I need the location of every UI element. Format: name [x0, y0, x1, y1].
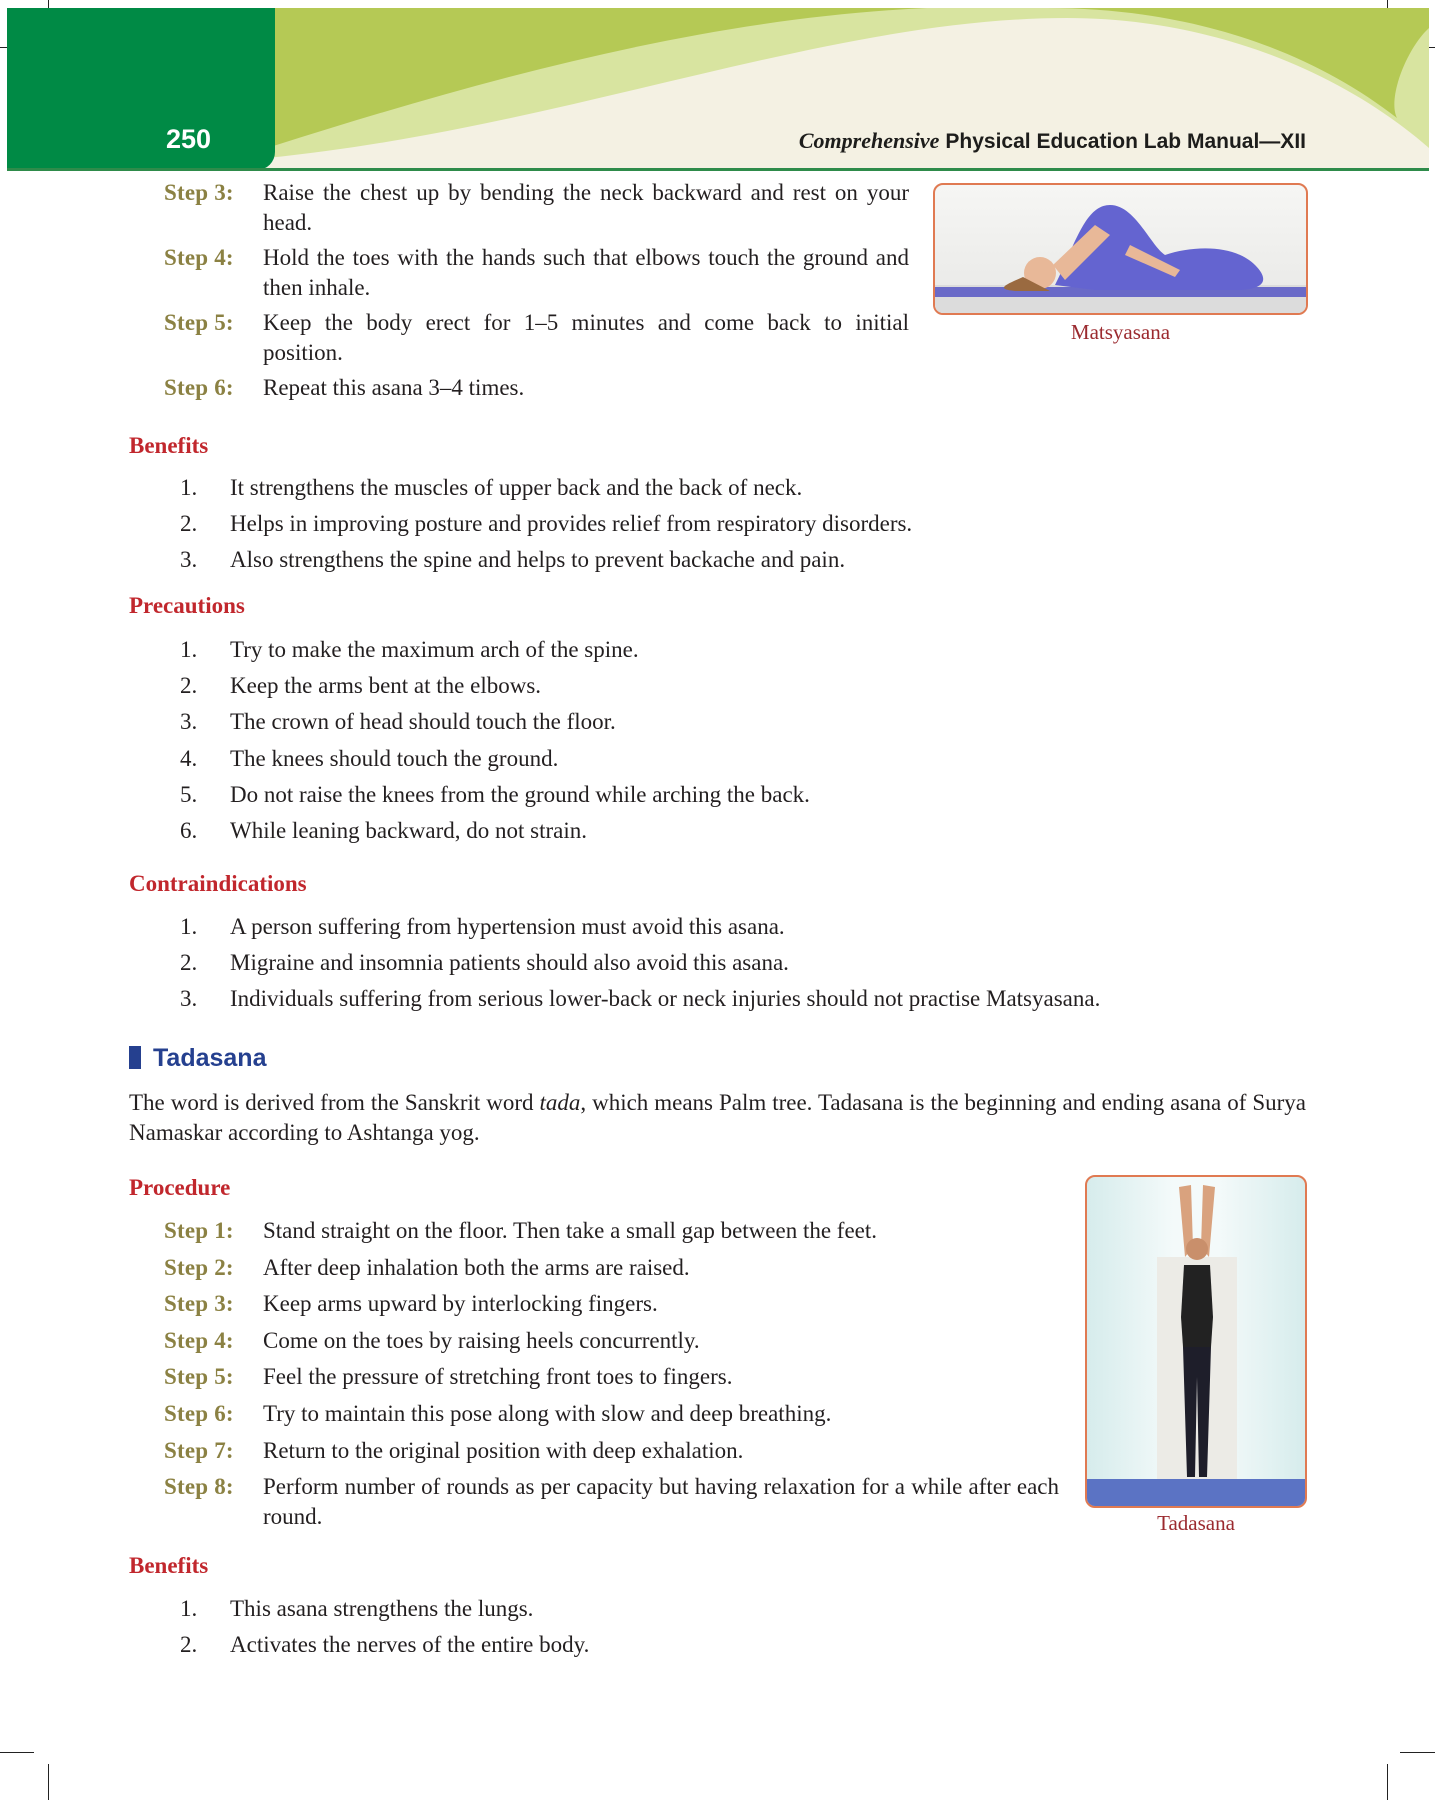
crop-mark: [1400, 1752, 1435, 1753]
step-label: Step 1:: [164, 1218, 234, 1243]
step-text: Return to the original position with deep exhalation.: [263, 1437, 744, 1463]
precautions-heading: Precautions: [129, 593, 245, 618]
list-number: 4.: [180, 745, 198, 771]
crop-mark: [48, 1764, 49, 1800]
list-item: [180, 473, 802, 503]
list-text: A person suffering from hypertension must avoid this asana.: [230, 914, 785, 939]
page-number-tab: [7, 8, 275, 170]
list-number: 5.: [180, 781, 198, 807]
section-heading-text: Tadasana: [153, 1044, 267, 1072]
list-item: [180, 1630, 589, 1660]
list-text: The knees should touch the ground.: [230, 745, 559, 771]
heading-bar-marker: [129, 1046, 141, 1069]
step-label: Step 7:: [164, 1437, 234, 1463]
matsyasana-figure: [933, 183, 1308, 315]
list-number: 3.: [180, 547, 198, 572]
benefits-heading: Benefits: [129, 433, 209, 458]
step-label: Step 4:: [164, 1327, 234, 1353]
step-label: Step 5:: [164, 310, 234, 335]
list-text: While leaning backward, do not strain.: [230, 818, 588, 843]
page-number: 250: [166, 124, 212, 154]
step-text: Keep the body erect for 1–5 minutes and come back to initial position.: [263, 310, 909, 365]
list-number: 3.: [180, 986, 198, 1011]
list-number: 1.: [180, 914, 198, 939]
list-text: Individuals suffering from serious lower-back or neck injuries should not practise Matsyasana.: [230, 986, 1101, 1011]
list-number: 2.: [180, 950, 198, 975]
list-text: The crown of head should touch the floor.: [230, 709, 616, 735]
list-text: Keep the arms bent at the elbows.: [230, 673, 542, 699]
list-number: 2.: [180, 1632, 198, 1657]
step-label: Step 6:: [164, 375, 234, 400]
list-item: [180, 545, 845, 575]
step-text: Come on the toes by raising heels concurrently.: [263, 1327, 700, 1353]
list-text: Migraine and insomnia patients should also avoid this asana.: [230, 950, 789, 975]
list-number: 3.: [180, 709, 198, 735]
list-text: Try to make the maximum arch of the spine.: [230, 637, 639, 662]
step-label: Step 8:: [164, 1474, 234, 1500]
tadasana-figure: [1085, 1175, 1307, 1508]
step-text: Repeat this asana 3–4 times.: [263, 375, 525, 400]
list-number: 1.: [180, 1596, 198, 1621]
list-item: [180, 984, 1100, 1014]
contraindications-heading: Contraindications: [129, 871, 307, 896]
step-text: Try to maintain this pose along with slow and deep breathing.: [263, 1401, 832, 1426]
list-item: [180, 780, 810, 810]
step-label: Step 3:: [164, 1291, 234, 1317]
list-item: [180, 635, 639, 665]
step-text: Keep arms upward by interlocking fingers.: [263, 1291, 658, 1317]
intro-text: The word is derived from the Sanskrit word: [129, 1090, 540, 1115]
step-label: Step 2:: [164, 1254, 234, 1280]
list-text: This asana strengthens the lungs.: [230, 1596, 534, 1621]
list-item: [180, 912, 785, 942]
intro-italic-term: tada: [539, 1090, 581, 1115]
list-text: Activates the nerves of the entire body.: [230, 1632, 590, 1657]
step-text: Feel the pressure of stretching front toes to fingers.: [263, 1364, 733, 1390]
book-title: [799, 128, 1306, 154]
list-number: 2.: [180, 673, 198, 699]
matsyasana-caption: Matsyasana: [1070, 320, 1171, 344]
tadasana-intro: [129, 1088, 1306, 1148]
list-item: [180, 816, 587, 846]
section-heading-tadasana: [129, 1044, 266, 1073]
list-item: [180, 948, 789, 978]
list-number: 6.: [180, 818, 198, 843]
crop-mark: [1387, 1764, 1388, 1800]
step-label: Step 3:: [164, 180, 234, 205]
procedure-heading: Procedure: [129, 1175, 231, 1200]
book-title-script: Comprehensive: [798, 128, 940, 153]
step-text: After deep inhalation both the arms are raised.: [263, 1254, 690, 1280]
step-label: Step 5:: [164, 1364, 234, 1390]
list-text: Do not raise the knees from the ground while arching the back.: [230, 781, 810, 807]
book-title-text: Physical Education Lab Manual—XII: [945, 130, 1306, 153]
step-text: Stand straight on the floor. Then take a small gap between the feet.: [263, 1218, 878, 1243]
step-label: Step 4:: [164, 245, 234, 270]
step-text: Raise the chest up by bending the neck backward and rest on your head.: [263, 180, 909, 235]
step-text: Perform number of rounds as per capacity but having relaxation for a while after each round.: [263, 1474, 1059, 1530]
list-text: It strengthens the muscles of upper back and the back of neck.: [230, 475, 803, 500]
list-text: Also strengthens the spine and helps to prevent backache and pain.: [230, 547, 846, 572]
list-item: [180, 671, 541, 701]
list-item: [180, 707, 616, 737]
list-number: 1.: [180, 475, 198, 500]
list-text: Helps in improving posture and provides relief from respiratory disorders.: [230, 511, 913, 536]
benefits-heading: Benefits: [129, 1553, 209, 1578]
list-item: [180, 509, 912, 539]
tadasana-caption: Tadasana: [1157, 1511, 1235, 1535]
list-number: 1.: [180, 637, 198, 662]
list-number: 2.: [180, 511, 198, 536]
step-label: Step 6:: [164, 1401, 234, 1426]
list-item: [180, 1594, 533, 1624]
list-item: [180, 744, 558, 774]
crop-mark: [0, 1752, 34, 1753]
step-text: Hold the toes with the hands such that elbows touch the ground and then inhale.: [263, 245, 909, 300]
header-rule: [7, 168, 1429, 171]
intro-text: , which means Palm tree. Tadasana is the beginning and ending asana of Surya Namaskar according to Ashtanga yog.: [129, 1090, 1306, 1145]
